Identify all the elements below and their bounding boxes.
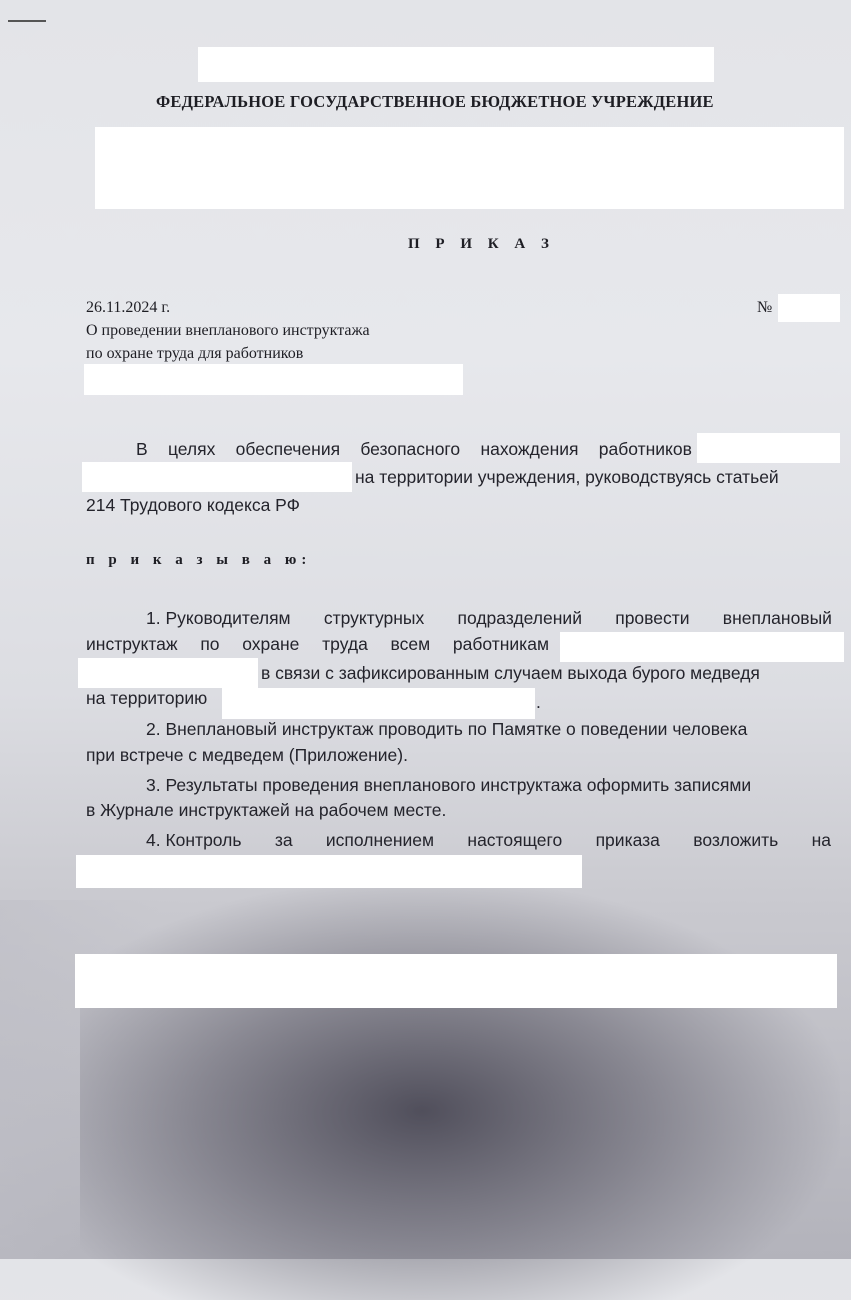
word: внеплановый	[722, 608, 832, 628]
order-subject-line1: О проведении внепланового инструктажа	[86, 322, 370, 339]
word: всем	[390, 634, 431, 654]
item1-line1	[146, 608, 832, 629]
word: возложить	[693, 830, 779, 850]
word: 1. Руководителям	[146, 608, 291, 628]
word: обеспечения	[235, 439, 341, 459]
redaction-signature	[75, 954, 837, 1008]
redaction-institution-name	[95, 127, 844, 209]
order-title: П Р И К А З	[408, 236, 555, 252]
redaction-item4	[76, 855, 582, 888]
redaction-preamble-1	[697, 433, 840, 463]
preamble-line3: 214 Трудового кодекса РФ	[86, 495, 300, 515]
order-number-label: №	[757, 299, 773, 316]
word: безопасного	[360, 439, 461, 459]
redaction-preamble-2	[82, 462, 352, 492]
word: провести	[615, 608, 690, 628]
item1-line4-end: .	[536, 692, 541, 712]
item3-line1: 3. Результаты проведения внепланового инструктажа оформить записями	[146, 775, 752, 795]
word: по	[200, 634, 220, 654]
word: 4. Контроль	[146, 830, 242, 850]
word: структурных	[323, 608, 425, 628]
preamble-line2: на территории учреждения, руководствуясь статьей	[355, 467, 779, 487]
word: на	[811, 830, 831, 850]
institution-type-line: ФЕДЕРАЛЬНОЕ ГОСУДАРСТВЕННОЕ БЮДЖЕТНОЕ УЧРЕЖДЕНИЕ	[156, 92, 714, 111]
word: В	[136, 439, 148, 459]
word: за	[274, 830, 293, 850]
word: охране	[242, 634, 300, 654]
scan-mark	[8, 20, 46, 22]
orders-label: п р и к а з ы в а ю:	[86, 552, 312, 568]
word: исполнением	[325, 830, 435, 850]
order-subject-line2: по охране труда для работников	[86, 345, 304, 362]
redaction-item1-c	[222, 688, 535, 719]
redaction-order-number	[778, 294, 840, 322]
item1-line2	[86, 634, 549, 655]
hand-shadow	[80, 880, 840, 1300]
order-date: 26.11.2024 г.	[86, 299, 171, 316]
item2-line2: при встрече с медведем (Приложение).	[86, 745, 408, 765]
word: настоящего	[467, 830, 563, 850]
item4-line1	[146, 830, 831, 851]
redaction-item1-a	[560, 632, 844, 662]
item3-line2: в Журнале инструктажей на рабочем месте.	[86, 800, 447, 820]
item2-line1: 2. Внеплановый инструктаж проводить по Памятке о поведении человека	[146, 719, 748, 739]
word: нахождения	[480, 439, 579, 459]
word: целях	[167, 439, 216, 459]
word: работников	[598, 439, 692, 459]
word: работникам	[452, 634, 549, 654]
item1-line4: на территорию	[86, 688, 208, 708]
preamble-line1	[136, 439, 692, 460]
word: инструктаж	[86, 634, 178, 654]
redaction-subject-line3	[84, 364, 463, 395]
word: приказа	[595, 830, 660, 850]
redaction-item1-b	[78, 658, 258, 688]
redaction-header-top	[198, 47, 714, 82]
word: труда	[322, 634, 368, 654]
item1-line3: в связи с зафиксированным случаем выхода бурого медведя	[261, 663, 760, 683]
word: подразделений	[457, 608, 582, 628]
